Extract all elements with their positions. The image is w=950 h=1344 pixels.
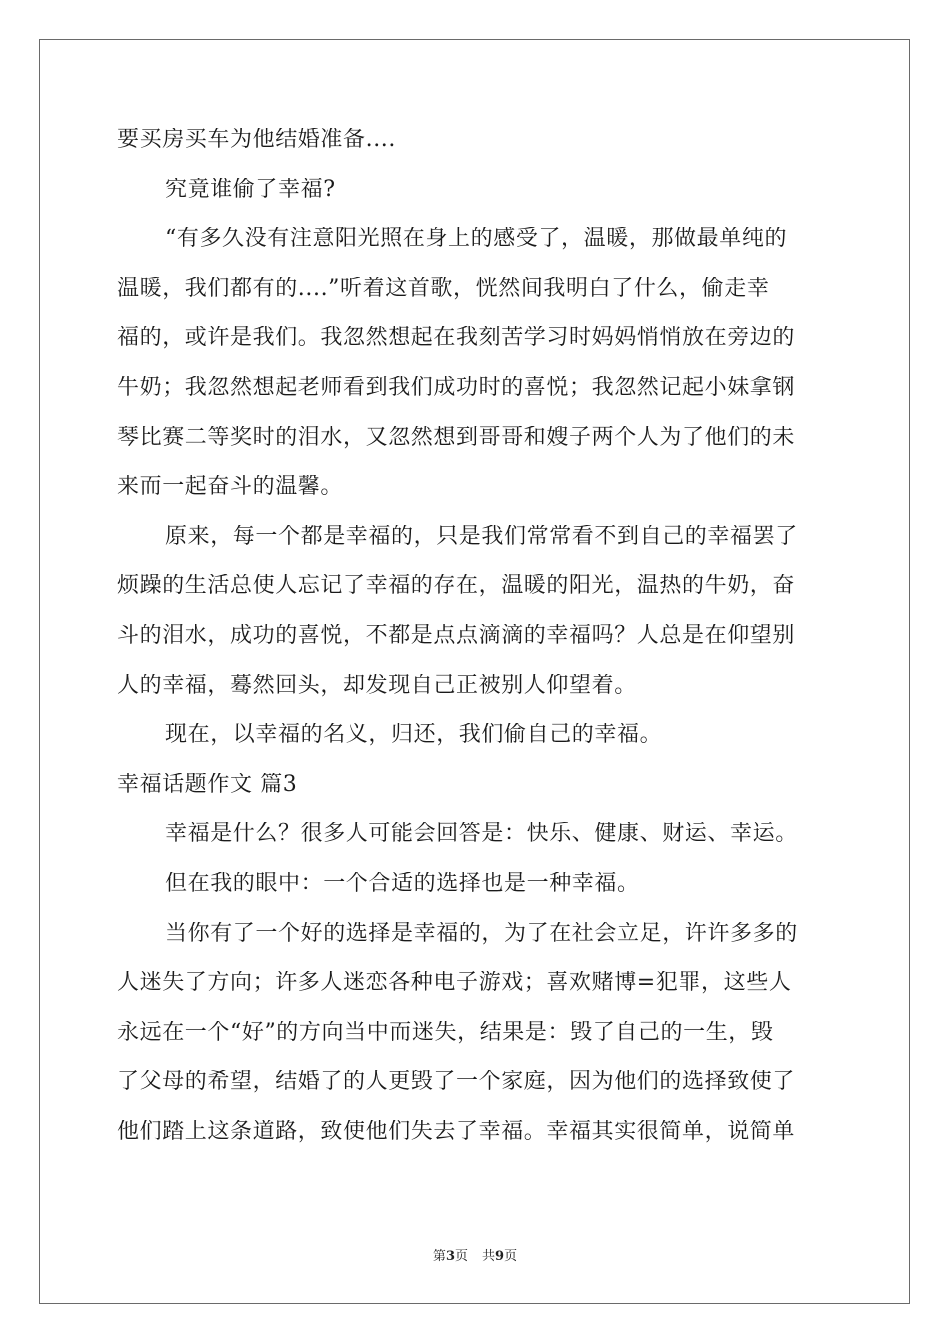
text-line: 斗的泪水，成功的喜悦，不都是点点滴滴的幸福吗？人总是在仰望别 — [117, 623, 796, 648]
text-line: 人的幸福，蓦然回头，却发现自己正被别人仰望着。 — [117, 673, 637, 698]
text-line: 了父母的希望，结婚了的人更毁了一个家庭，因为他们的选择致使了 — [117, 1070, 796, 1095]
page-footer — [0, 1249, 950, 1265]
text-line: 烦躁的生活总使人忘记了幸福的存在，温暖的阳光，温热的牛奶，奋 — [117, 574, 796, 599]
total-suffix: 页 — [504, 1249, 518, 1264]
text-line: 琴比赛二等奖时的泪水，又忽然想到哥哥和嫂子两个人为了他们的未 — [117, 425, 796, 450]
total-pages: 9 — [495, 1249, 505, 1264]
text-line: 来而一起奋斗的温馨。 — [117, 475, 344, 500]
page-prefix: 第 — [432, 1249, 446, 1264]
page-number: 3 — [445, 1249, 455, 1264]
total-prefix: 共 — [482, 1249, 496, 1264]
text-line: 福的，或许是我们。我忽然想起在我刻苦学习时妈妈悄悄放在旁边的 — [117, 326, 796, 351]
text-line: 幸福话题作文 篇3 — [117, 772, 298, 797]
page-suffix: 页 — [454, 1249, 468, 1264]
text-line: 当你有了一个好的选择是幸福的，为了在社会立足，许许多多的 — [165, 921, 798, 946]
text-line: 幸福是什么？很多人可能会回答是：快乐、健康、财运、幸运。 — [165, 822, 798, 847]
text-line: 究竟谁偷了幸福? — [165, 177, 336, 202]
text-line: 原来，每一个都是幸福的，只是我们常常看不到自己的幸福罢了 — [165, 524, 798, 549]
text-line: 牛奶；我忽然想起老师看到我们成功时的喜悦；我忽然记起小妹拿钢 — [117, 375, 796, 400]
text-line: “有多久没有注意阳光照在身上的感受了，温暖，那做最单纯的 — [165, 227, 788, 252]
text-line: 永远在一个“好”的方向当中而迷失，结果是：毁了自己的一生，毁 — [117, 1020, 774, 1045]
text-line: 但在我的眼中：一个合适的选择也是一种幸福。 — [165, 871, 640, 896]
text-line: 要买房买车为他结婚准备.... — [117, 128, 396, 152]
text-line: 人迷失了方向；许多人迷恋各种电子游戏；喜欢赌博=犯罪，这些人 — [117, 971, 792, 996]
text-line: 温暖，我们都有的....”听着这首歌，恍然间我明白了什么，偷走幸 — [117, 276, 770, 301]
text-line: 他们踏上这条道路，致使他们失去了幸福。幸福其实很简单，说简单 — [117, 1119, 796, 1144]
document-body — [117, 128, 835, 1169]
text-line: 现在，以幸福的名义，归还，我们偷自己的幸福。 — [165, 723, 663, 748]
